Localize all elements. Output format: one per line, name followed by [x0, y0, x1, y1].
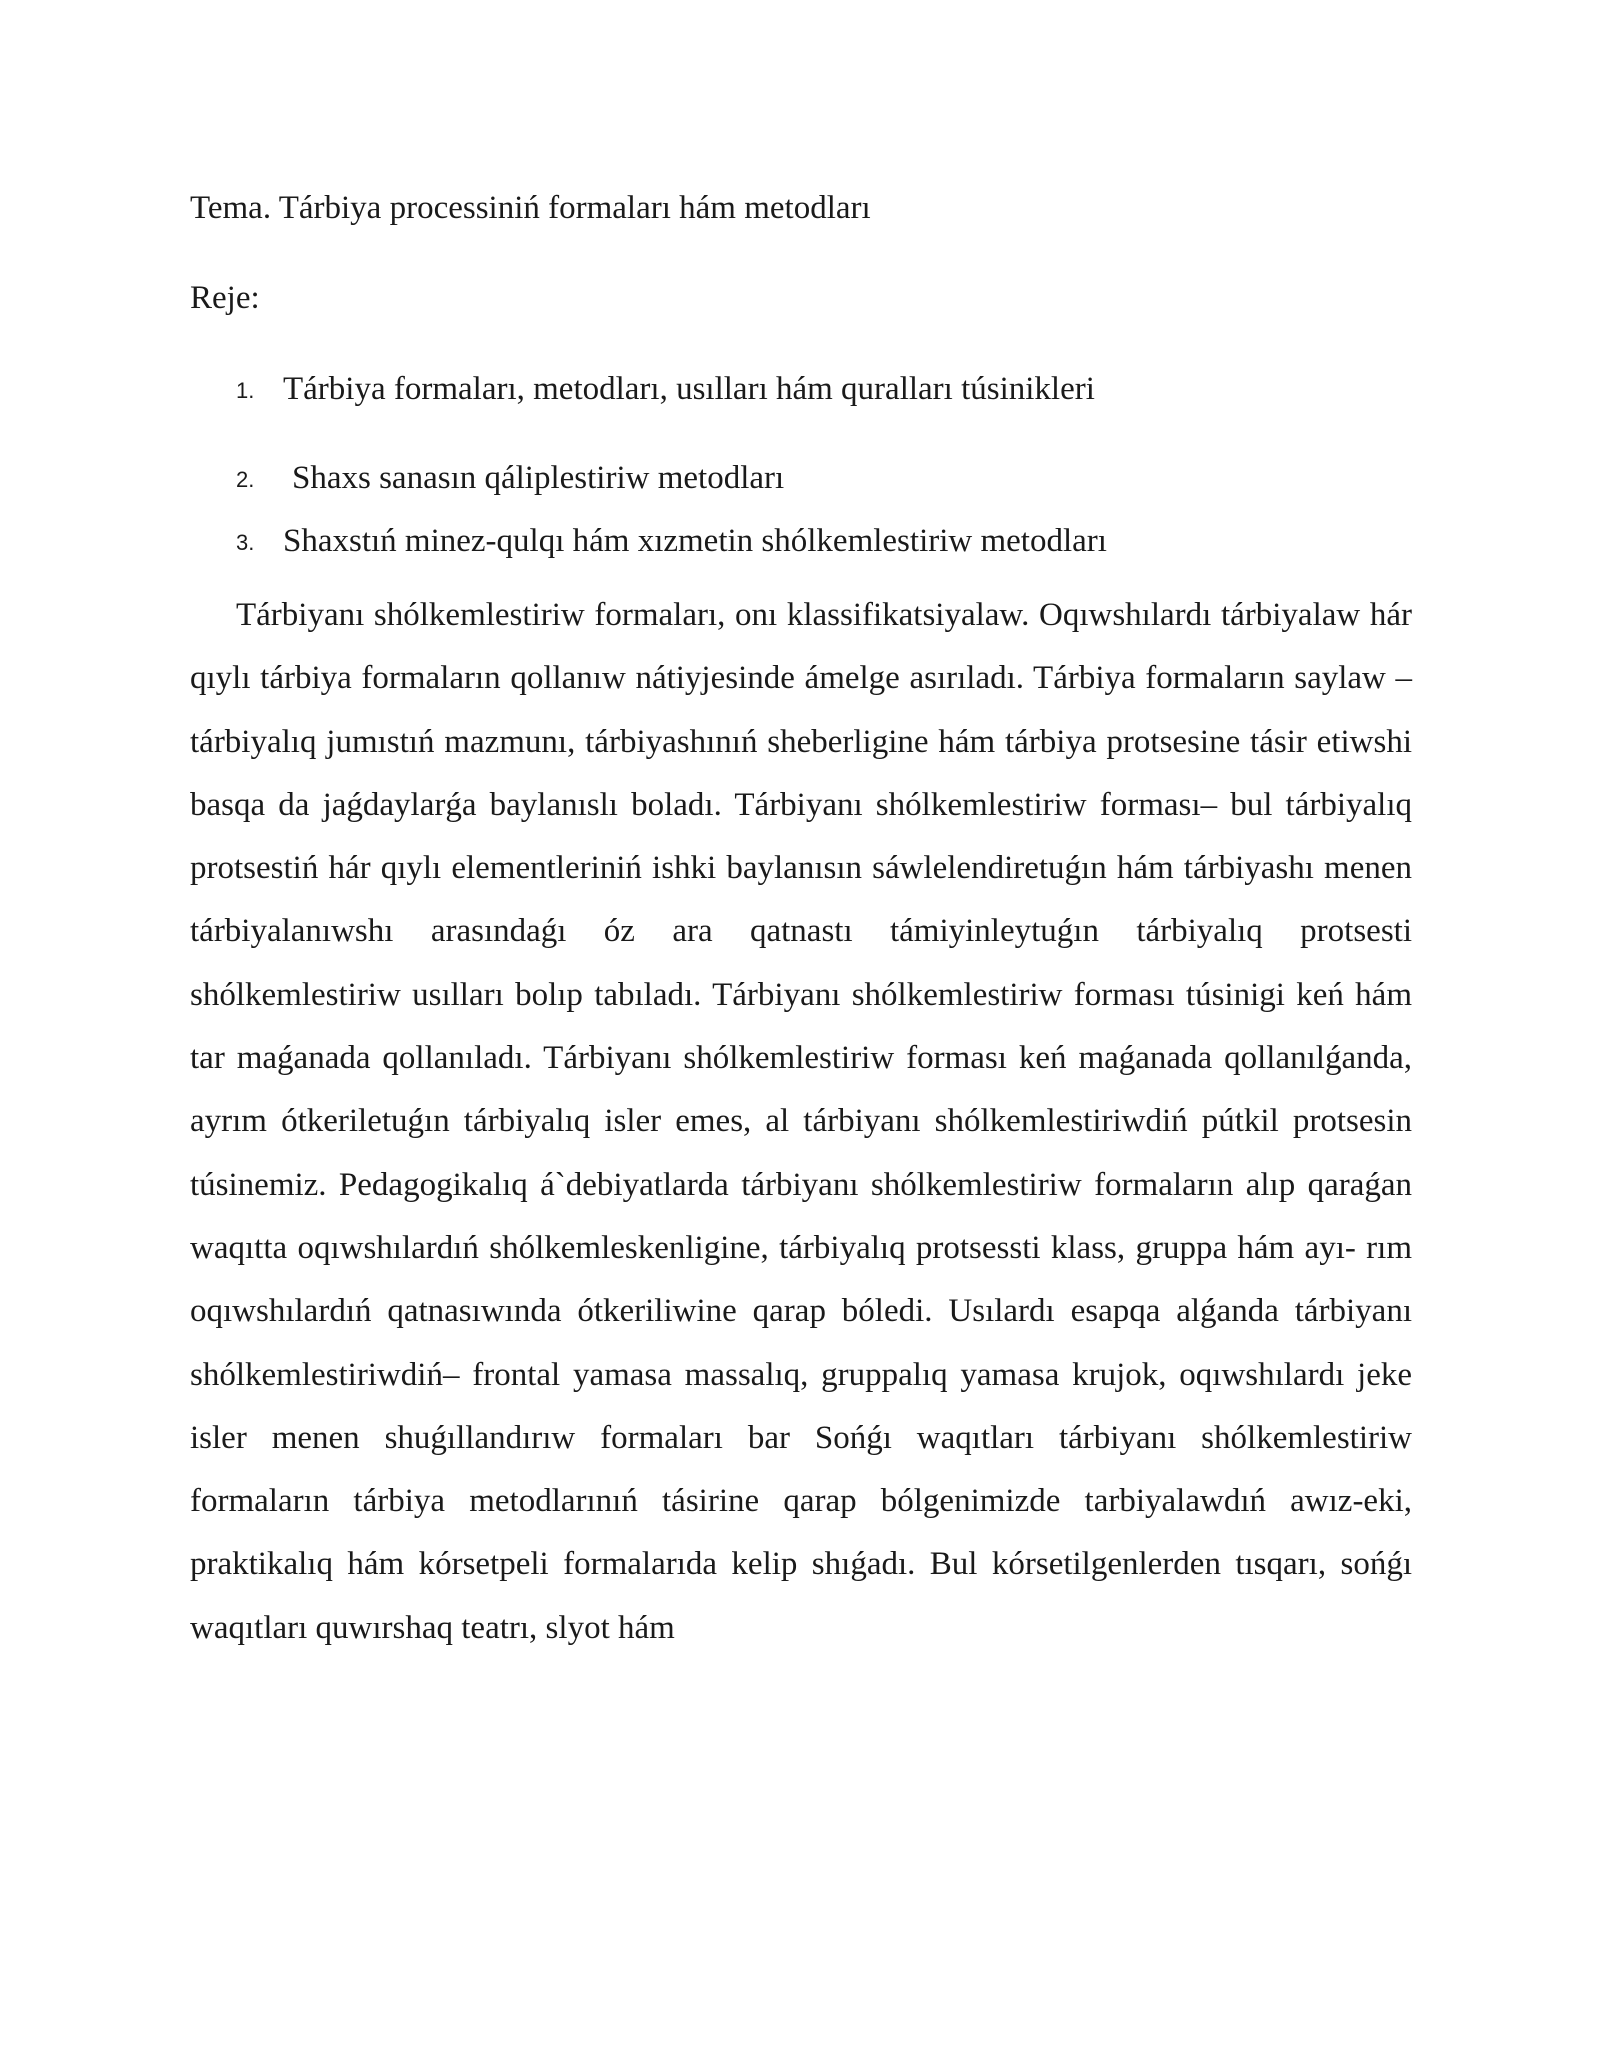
plan-item-number: 3.	[236, 530, 255, 555]
plan-item-text: Shaxs sanasın qáliplestiriw metodları	[292, 460, 785, 496]
plan-item-text: Shaxstıń minez-qulqı hám xızmetin shólkemlestiriw metodları	[283, 523, 1107, 559]
plan-item-text: Tárbiya formaları, metodları, usılları hám quralları túsinikleri	[283, 371, 1095, 407]
document-title: Tema. Tárbiya processiniń formaları hám metodları	[190, 190, 871, 226]
plan-heading: Reje:	[190, 280, 260, 316]
plan-item-number: 2.	[236, 467, 255, 492]
body-paragraph: Tárbiyanı shólkemlestiriw formaları, onı klassifikatsiyalaw. Oqıwshılardı tárbiyalaw hár qıylı tárbiya formaların qollanıw nátiyjesinde ámelge asırıladı. Tárbiya formaların saylaw – tárbiyalıq jumıstıń mazmunı, tárbiyashınıń sheberligine hám tárbiya protsesine tásir etiwshi basqa da jaǵdaylarǵa baylanıslı boladı. Tárbiyanı shólkemlestiriw forması– bul tárbiyalıq protsestiń hár qıylı elementleriniń ishki baylanısın sáwlelendiretuǵın hám tárbiyashı menen tárbiyalanıwshı arasındaǵı óz ara qatnastı támiyinleytuǵın tárbiyalıq protsesti shólkemlestiriw usılları bolıp tabıladı. Tárbiyanı shólkemlestiriw forması túsinigi keń hám tar maǵanada qollanıladı. Tárbiyanı shólkemlestiriw forması keń maǵanada qollanılǵanda, ayrım ótkeriletuǵın tárbiyalıq isler emes, al tárbiyanı shólkemlestiriwdiń pútkil protsesin túsinemiz. Pedagogikalıq á`debiyatlarda tárbiyanı shólkemlestiriw formaların alıp qaraǵan waqıtta oqıwshılardıń shólkemleskenligine, tárbiyalıq protsessti klass, gruppa hám ayı- rım oqıwshılardıń qatnasıwında ótkeriliwine qarap bóledi. Usılardı esapqa alǵanda tárbiyanı shólkemlestiriwdiń– frontal yamasa massalıq, gruppalıq yamasa krujok, oqıwshılardı jeke isler menen shuǵıllandırıw formaları bar Sońǵı waqıtları tárbiyanı shólkemlestiriw formaların tárbiya metodlarınıń tásirine qarap bólgenimizde tarbiyalawdıń awız-eki, praktikalıq hám kórsetpeli formalarıda kelip shıǵadı. Bul kórsetilgenlerden tısqarı, sońǵı waqıtları quwırshaq teatrı, slyot hám	[190, 597, 1412, 1646]
plan-item-number: 1.	[236, 378, 255, 403]
